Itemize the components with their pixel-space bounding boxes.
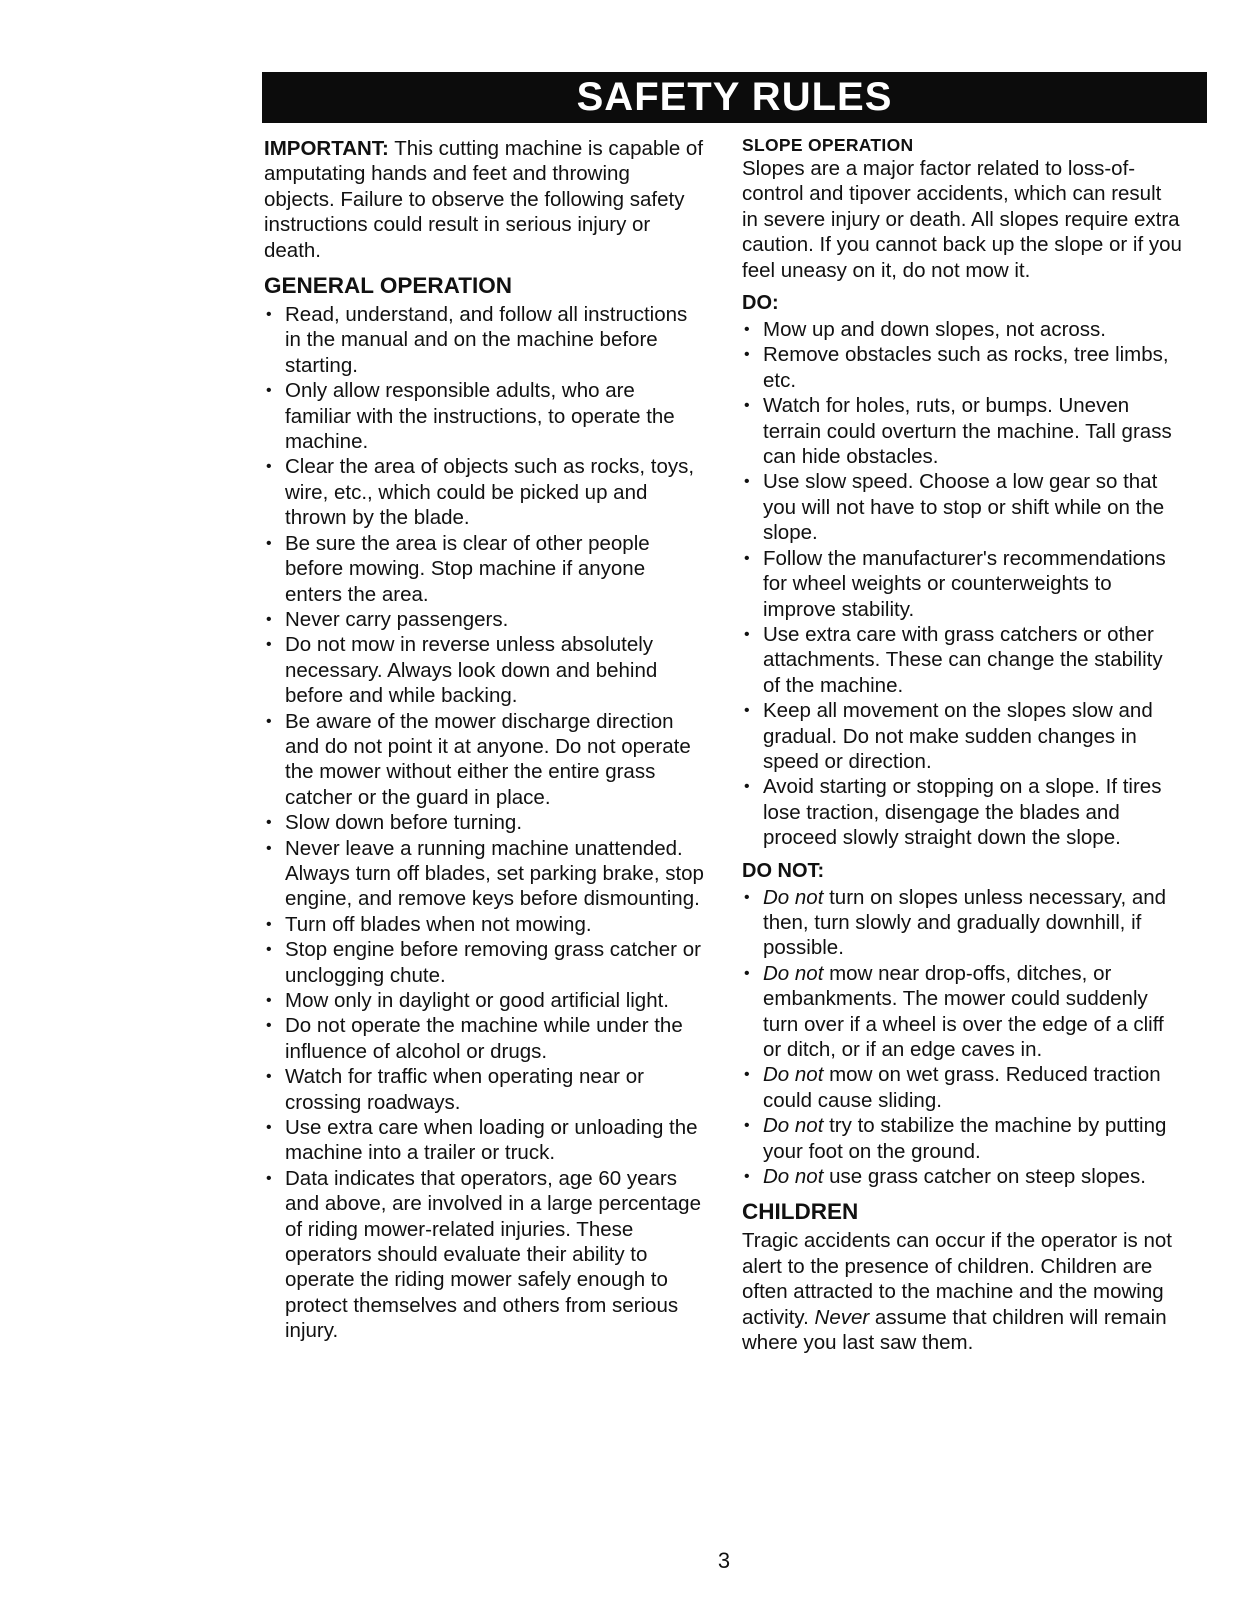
do-not-text: mow near drop-offs, ditches, or embankments. The mower could suddenly turn over if a wheel is over the edge of a cliff or ditch, or if an edge caves in. (763, 961, 1164, 1061)
list-item: • Do not mow in reverse unless absolutely necessary. Always look down and behind before and while backing. (264, 632, 704, 708)
list-item: • Avoid starting or stopping on a slope. If tires lose traction, disengage the blades and proceed slowly straight down the slope. (742, 774, 1182, 850)
do-not-text: use grass catcher on steep slopes. (829, 1165, 1146, 1189)
children-text (742, 1228, 1182, 1355)
list-item: • Clear the area of objects such as rocks, toys, wire, etc., which could be picked up and thrown by the blade. (264, 454, 704, 530)
list-item: • Data indicates that operators, age 60 years and above, are involved in a large percentage of riding mower-related injuries. These operators should evaluate their ability to operate the riding mower safely enough to protect themselves and others from serious injury. (264, 1166, 704, 1344)
do-list (742, 317, 1182, 851)
list-item: • Keep all movement on the slopes slow and gradual. Do not make sudden changes in speed or direction. (742, 698, 1182, 774)
do-not-prefix: Do not (763, 1114, 824, 1138)
important-label: IMPORTANT: (264, 137, 389, 160)
list-item: • Turn off blades when not mowing. (264, 912, 704, 937)
list-item: • Use slow speed. Choose a low gear so that you will not have to stop or shift while on the slope. (742, 469, 1182, 545)
list-item: • Use extra care with grass catchers or other attachments. These can change the stability of the machine. (742, 622, 1182, 698)
children-emphasis: Never (814, 1305, 870, 1329)
do-not-text: turn on slopes unless necessary, and then, turn slowly and gradually downhill, if possible. (763, 885, 1167, 960)
list-item (742, 1113, 1182, 1164)
general-operation-list (264, 302, 704, 1344)
list-item: • Never carry passengers. (264, 607, 704, 632)
important-text: This cutting machine is capable of amputating hands and feet and throwing objects. Failure to observe the following safety instructions could result in serious injury or death. (264, 137, 704, 262)
slope-operation-heading: SLOPE OPERATION (742, 135, 914, 155)
do-not-prefix: Do not (763, 1063, 824, 1087)
list-item: • Watch for traffic when operating near or crossing roadways. (264, 1064, 704, 1115)
list-item: • Be sure the area is clear of other people before mowing. Stop machine if anyone enters the area. (264, 531, 704, 607)
list-item: • Stop engine before removing grass catcher or unclogging chute. (264, 937, 704, 988)
do-not-prefix: Do not (763, 1165, 824, 1189)
list-item (742, 1164, 1182, 1189)
do-heading: DO: (742, 292, 779, 315)
children-heading: CHILDREN (742, 1199, 859, 1225)
children-text-before: Tragic accidents can occur if the operator is not alert to the presence of children. Children are often attracted to the machine and the mowing activity. (742, 1229, 1172, 1329)
do-not-prefix: Do not (763, 885, 824, 909)
list-item: • Follow the manufacturer's recommendations for wheel weights or counterweights to improve stability. (742, 546, 1182, 622)
list-item: • Mow only in daylight or good artificial light. (264, 988, 704, 1013)
left-column (264, 136, 704, 1344)
list-item (742, 885, 1182, 961)
list-item: • Watch for holes, ruts, or bumps. Uneven terrain could overturn the machine. Tall grass can hide obstacles. (742, 393, 1182, 469)
list-item: • Mow up and down slopes, not across. (742, 317, 1182, 342)
list-item (742, 961, 1182, 1063)
list-item: • Remove obstacles such as rocks, tree limbs, etc. (742, 342, 1182, 393)
list-item: • Use extra care when loading or unloading the machine into a trailer or truck. (264, 1115, 704, 1166)
page-number: 3 (717, 1548, 731, 1573)
do-not-prefix: Do not (763, 961, 824, 985)
do-not-heading: DO NOT: (742, 859, 825, 882)
list-item: • Never leave a running machine unattended. Always turn off blades, set parking brake, stop engine, and remove keys before dismounting. (264, 836, 704, 912)
list-item: • Do not operate the machine while under the influence of alcohol or drugs. (264, 1013, 704, 1064)
list-item: • Read, understand, and follow all instructions in the manual and on the machine before starting. (264, 302, 704, 378)
important-notice (264, 136, 704, 263)
right-column (742, 134, 1182, 1355)
do-not-text: mow on wet grass. Reduced traction could cause sliding. (763, 1063, 1161, 1112)
list-item (742, 1062, 1182, 1113)
list-item: • Slow down before turning. (264, 810, 704, 835)
children-text-after: assume that children will remain where you last saw them. (742, 1305, 1167, 1355)
slope-operation-text: Slopes are a major factor related to loss-of-control and tipover accidents, which can result in severe injury or death. All slopes require extra caution. If you cannot back up the slope or if you feel uneasy on it, do not mow it. (742, 157, 1182, 282)
do-not-list (742, 885, 1182, 1190)
list-item: • Be aware of the mower discharge direction and do not point it at anyone. Do not operate the mower without either the entire grass catcher or the guard in place. (264, 709, 704, 811)
safety-rules-banner: SAFETY RULES (262, 72, 1207, 123)
general-operation-heading: GENERAL OPERATION (264, 273, 512, 299)
list-item: • Only allow responsible adults, who are familiar with the instructions, to operate the machine. (264, 378, 704, 454)
do-not-text: try to stabilize the machine by putting your foot on the ground. (763, 1114, 1167, 1163)
